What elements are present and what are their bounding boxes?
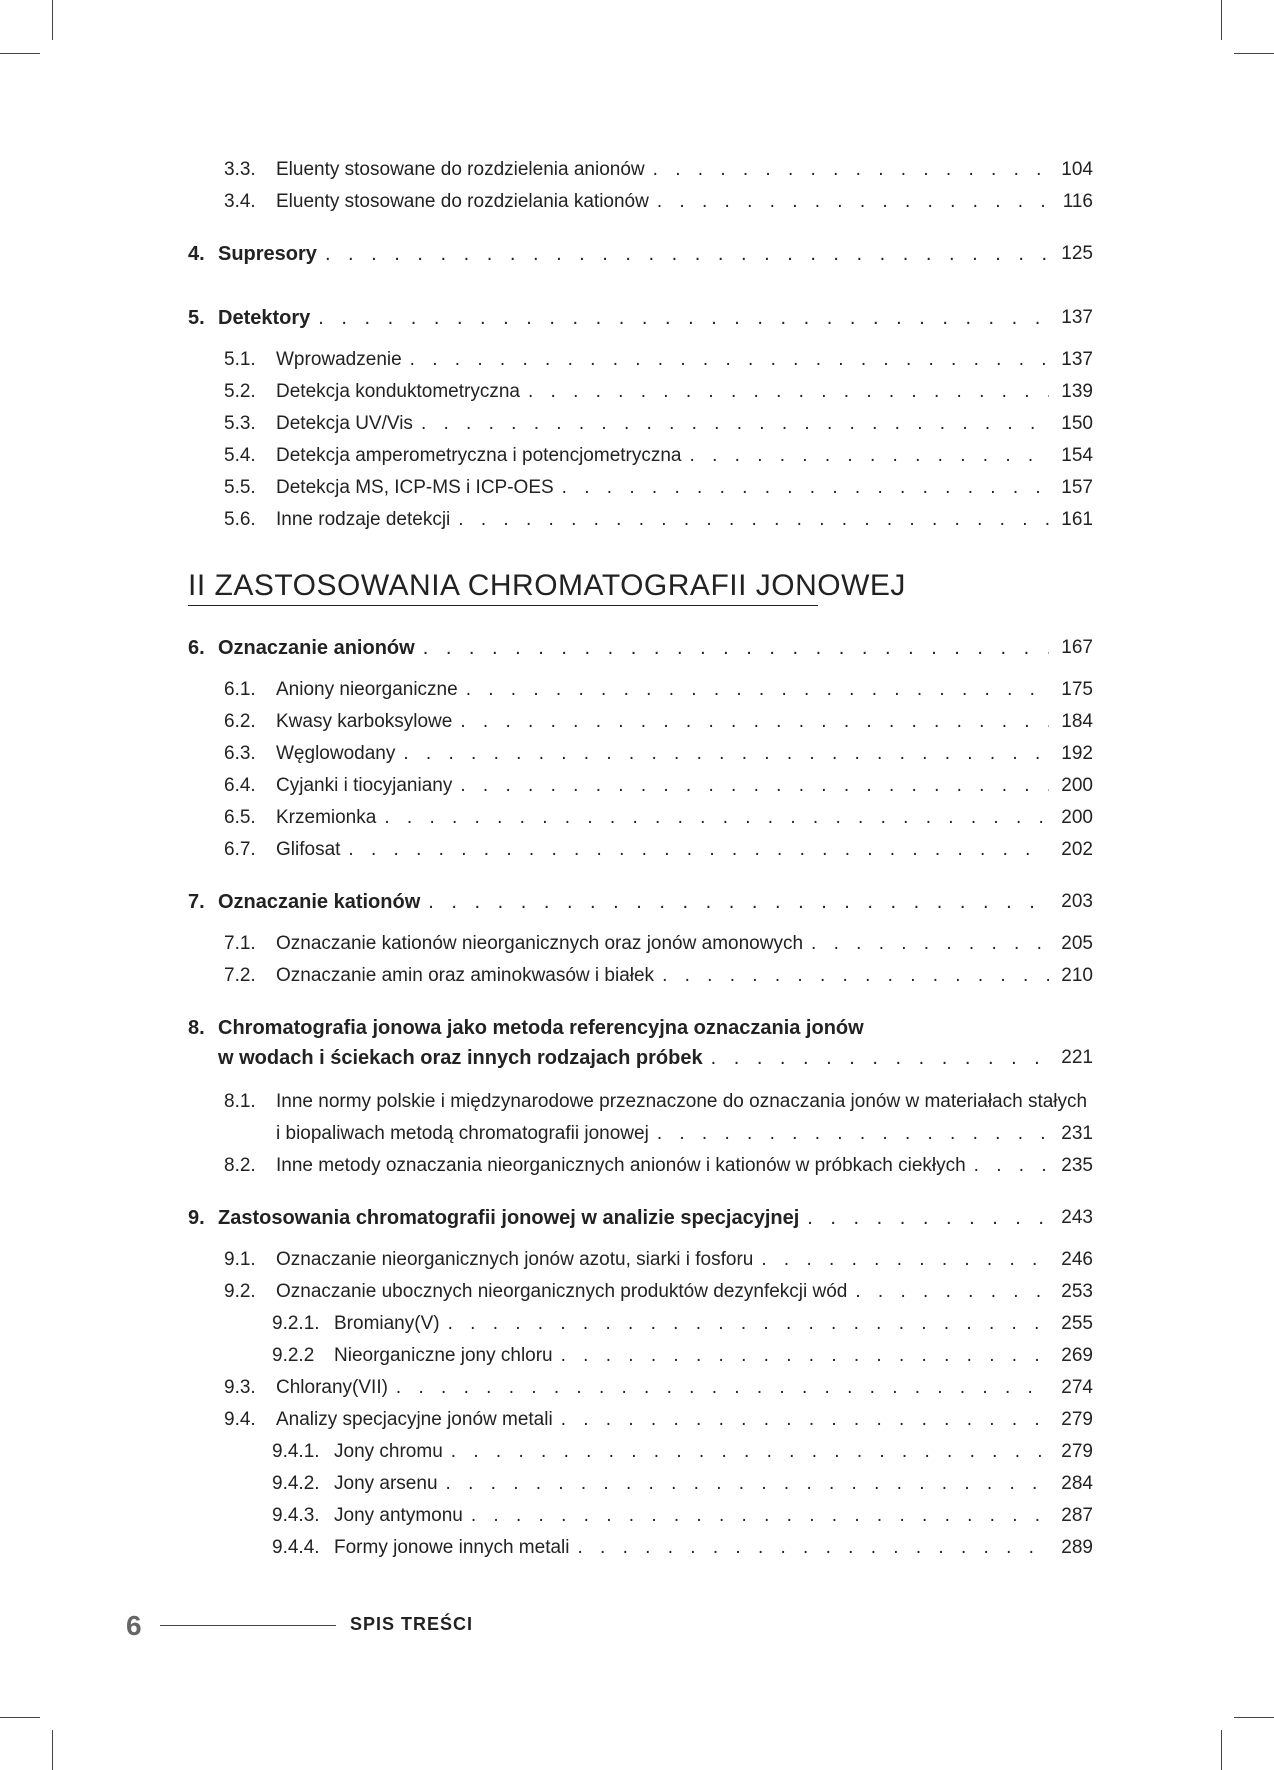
leader-dots <box>460 774 1049 798</box>
toc-title: Detekcja konduktometryczna <box>276 381 520 402</box>
toc-page: 203 <box>1061 891 1093 912</box>
toc-page: 284 <box>1061 1473 1093 1494</box>
leader-dots <box>428 890 1049 914</box>
crop-mark <box>1234 1717 1274 1718</box>
leader-dots <box>318 306 1049 330</box>
leader-dots <box>471 1504 1049 1528</box>
leader-dots <box>561 1408 1049 1432</box>
toc-entry <box>188 834 1093 862</box>
toc-page: 200 <box>1061 807 1093 828</box>
toc-title: Detekcja MS, ICP-MS i ICP-OES <box>276 477 554 498</box>
leader-dots <box>657 1122 1049 1146</box>
toc-title: Inne rodzaje detekcji <box>276 509 451 530</box>
leader-dots <box>466 678 1049 702</box>
toc-page: 154 <box>1061 445 1093 466</box>
toc-page: 269 <box>1061 1345 1093 1366</box>
leader-dots <box>384 806 1049 830</box>
toc-number: 5.3. <box>224 413 256 434</box>
toc-number: 9.1. <box>224 1249 256 1270</box>
crop-mark <box>52 1730 53 1770</box>
toc-entry <box>188 376 1093 404</box>
toc-page: 139 <box>1061 381 1093 402</box>
toc-number: 7. <box>188 891 205 913</box>
leader-dots <box>577 1536 1049 1560</box>
toc-title: Węglowodany <box>276 743 396 764</box>
toc-number: 3.4. <box>224 191 256 212</box>
toc-subentry <box>188 1532 1093 1560</box>
toc-entry <box>188 674 1093 702</box>
toc-subentry <box>188 1468 1093 1496</box>
toc-subentry <box>188 1340 1093 1368</box>
toc-entry <box>188 472 1093 500</box>
toc-title: Krzemionka <box>276 807 377 828</box>
toc-number: 3.3. <box>224 159 256 180</box>
toc-title: Nieorganiczne jony chloru <box>334 1345 553 1366</box>
toc-page: 157 <box>1061 477 1093 498</box>
toc-title: Oznaczanie kationów <box>218 891 421 913</box>
toc-subentry <box>188 1500 1093 1528</box>
toc-number: 9.4.1. <box>272 1441 320 1462</box>
toc-number: 8. <box>188 1017 205 1039</box>
toc-chapter <box>188 632 1093 660</box>
crop-mark <box>1234 53 1274 54</box>
leader-dots <box>811 932 1049 956</box>
toc-title: Jony arsenu <box>334 1473 438 1494</box>
toc-number: 5.4. <box>224 445 256 466</box>
crop-mark <box>52 0 53 40</box>
toc-number: 5.6. <box>224 509 256 530</box>
toc-title: Detektory <box>218 307 311 329</box>
toc-number: 8.2. <box>224 1155 256 1176</box>
toc-number: 6. <box>188 637 205 659</box>
toc-number: 5.1. <box>224 349 256 370</box>
toc-page: 150 <box>1061 413 1093 434</box>
toc-number: 9. <box>188 1207 205 1229</box>
toc-entry <box>188 802 1093 830</box>
toc-entry <box>188 960 1093 988</box>
toc-number: 9.4.4. <box>272 1537 320 1558</box>
crop-mark <box>1221 1730 1222 1770</box>
leader-dots <box>807 1206 1049 1230</box>
toc-entry <box>188 1372 1093 1400</box>
toc-page: 243 <box>1061 1207 1093 1228</box>
toc-number: 9.4.2. <box>272 1473 320 1494</box>
toc-page: 202 <box>1061 839 1093 860</box>
toc-entry <box>188 408 1093 436</box>
toc-page: 125 <box>1061 243 1093 264</box>
toc-title: Analizy specjacyjne jonów metali <box>276 1409 553 1430</box>
leader-dots <box>448 1312 1049 1336</box>
toc-page: 104 <box>1061 159 1093 180</box>
toc-page: 205 <box>1061 933 1093 954</box>
toc-entry <box>188 1150 1093 1178</box>
toc-title: Zastosowania chromatografii jonowej w analizie specjacyjnej <box>218 1207 800 1229</box>
leader-dots <box>460 710 1049 734</box>
toc-title: Aniony nieorganiczne <box>276 679 458 700</box>
toc-title: Supresory <box>218 243 317 265</box>
toc-page: 246 <box>1061 1249 1093 1270</box>
leader-dots <box>403 742 1049 766</box>
toc-chapter <box>188 302 1093 330</box>
toc-number: 9.2. <box>224 1281 256 1302</box>
toc-chapter <box>188 1202 1093 1230</box>
toc-title: Detekcja UV/Vis <box>276 413 413 434</box>
leader-dots <box>974 1154 1049 1178</box>
toc-page: 279 <box>1061 1441 1093 1462</box>
leader-dots <box>690 444 1049 468</box>
toc-page: 274 <box>1061 1377 1093 1398</box>
running-title: SPIS TREŚCI <box>350 1614 474 1634</box>
leader-dots <box>451 1440 1049 1464</box>
toc-title: Chlorany(VII) <box>276 1377 388 1398</box>
leader-dots <box>421 412 1049 436</box>
toc-entry <box>188 1276 1093 1304</box>
toc-entry-continuation <box>188 1118 1093 1146</box>
leader-dots <box>348 838 1049 862</box>
toc-number: 6.3. <box>224 743 256 764</box>
toc-title: Chromatografia jonowa jako metoda referencyjna oznaczania jonów <box>218 1017 864 1039</box>
toc-title: Oznaczanie anionów <box>218 637 415 659</box>
toc-number: 8.1. <box>224 1091 256 1112</box>
toc-entry <box>188 1244 1093 1272</box>
toc-title-line2: w wodach i ściekach oraz innych rodzajach próbek <box>218 1047 703 1069</box>
toc-entry <box>188 186 1093 214</box>
toc-number: 6.7. <box>224 839 256 860</box>
toc-title: Inne normy polskie i międzynarodowe przeznaczone do oznaczania jonów w materiałach stałych <box>276 1091 1088 1112</box>
leader-dots <box>562 476 1049 500</box>
toc-title: Oznaczanie amin oraz aminokwasów i białek <box>276 965 655 986</box>
footer-rule <box>160 1625 336 1626</box>
toc-title-line2: i biopaliwach metodą chromatografii jonowej <box>276 1123 649 1144</box>
toc-page: 255 <box>1061 1313 1093 1334</box>
leader-dots <box>446 1472 1049 1496</box>
toc-page: 137 <box>1061 349 1093 370</box>
leader-dots <box>657 190 1049 214</box>
toc-page: 200 <box>1061 775 1093 796</box>
toc-chapter-continuation <box>188 1042 1093 1070</box>
toc-page: 210 <box>1061 965 1093 986</box>
toc-title: Jony chromu <box>334 1441 443 1462</box>
leader-dots <box>458 508 1049 532</box>
toc-title: Cyjanki i tiocyjaniany <box>276 775 453 796</box>
toc-page: 287 <box>1061 1505 1093 1526</box>
leader-dots <box>528 380 1049 404</box>
leader-dots <box>662 964 1049 988</box>
toc-page: 289 <box>1061 1537 1093 1558</box>
toc-entry <box>188 706 1093 734</box>
toc-page: 231 <box>1061 1123 1093 1144</box>
leader-dots <box>423 636 1049 660</box>
toc-entry <box>188 770 1093 798</box>
toc-number: 5.2. <box>224 381 256 402</box>
leader-dots <box>761 1248 1049 1272</box>
toc-page: 175 <box>1061 679 1093 700</box>
toc-page: 253 <box>1061 1281 1093 1302</box>
toc-number: 9.4. <box>224 1409 256 1430</box>
toc-page: 116 <box>1062 191 1093 212</box>
crop-mark <box>1221 0 1222 40</box>
toc-number: 9.2.2 <box>272 1345 315 1366</box>
toc-page: 137 <box>1061 307 1093 328</box>
leader-dots <box>410 348 1049 372</box>
toc-chapter <box>188 238 1093 266</box>
toc-entry <box>188 504 1093 532</box>
toc-number: 7.2. <box>224 965 256 986</box>
leader-dots <box>711 1046 1049 1070</box>
toc-title: Oznaczanie nieorganicznych jonów azotu, siarki i fosforu <box>276 1249 754 1270</box>
leader-dots <box>653 158 1049 182</box>
toc-number: 7.1. <box>224 933 256 954</box>
toc-entry <box>188 154 1093 182</box>
toc-title: Glifosat <box>276 839 341 860</box>
toc-entry <box>188 440 1093 468</box>
toc-number: 9.4.3. <box>272 1505 320 1526</box>
toc-number: 9.2.1. <box>272 1313 320 1334</box>
leader-dots <box>396 1376 1049 1400</box>
leader-dots <box>561 1344 1049 1368</box>
toc-number: 9.3. <box>224 1377 256 1398</box>
crop-mark <box>0 1717 40 1718</box>
toc-entry <box>188 738 1093 766</box>
toc-number: 6.4. <box>224 775 256 796</box>
toc-page: 167 <box>1061 637 1093 658</box>
part-heading: II ZASTOSOWANIA CHROMATOGRAFII JONOWEJ <box>188 569 818 606</box>
toc-entry <box>188 1404 1093 1432</box>
toc-chapter <box>188 886 1093 914</box>
leader-dots <box>855 1280 1049 1304</box>
toc-entry <box>188 344 1093 372</box>
toc-number: 6.1. <box>224 679 256 700</box>
toc-entry <box>188 928 1093 956</box>
leader-dots <box>325 242 1049 266</box>
toc-title: Bromiany(V) <box>334 1313 440 1334</box>
toc-chapter <box>188 1012 1093 1040</box>
toc-number: 5.5. <box>224 477 256 498</box>
toc-title: Inne metody oznaczania nieorganicznych anionów i kationów w próbkach ciekłych <box>276 1155 966 1176</box>
crop-mark <box>0 53 40 54</box>
toc-title: Oznaczanie kationów nieorganicznych oraz jonów amonowych <box>276 933 804 954</box>
toc-title: Jony antymonu <box>334 1505 463 1526</box>
toc-title: Oznaczanie ubocznych nieorganicznych produktów dezynfekcji wód <box>276 1281 848 1302</box>
toc-page: 235 <box>1061 1155 1093 1176</box>
toc-title: Formy jonowe innych metali <box>334 1537 570 1558</box>
toc-title: Eluenty stosowane do rozdzielania kationów <box>276 191 649 212</box>
toc-title: Detekcja amperometryczna i potencjometryczna <box>276 445 682 466</box>
toc-number: 6.2. <box>224 711 256 732</box>
toc-number: 6.5. <box>224 807 256 828</box>
page-number: 6 <box>126 1610 142 1641</box>
toc-subentry <box>188 1436 1093 1464</box>
toc-title: Eluenty stosowane do rozdzielenia anionów <box>276 159 645 180</box>
toc-page: 279 <box>1061 1409 1093 1430</box>
toc-page: 221 <box>1061 1047 1093 1068</box>
toc-page: 192 <box>1061 743 1093 764</box>
toc-subentry <box>188 1308 1093 1336</box>
toc-number: 5. <box>188 307 205 329</box>
toc-title: Kwasy karboksylowe <box>276 711 453 732</box>
toc-entry <box>188 1086 1093 1114</box>
toc-title: Wprowadzenie <box>276 349 402 370</box>
toc-page: 184 <box>1061 711 1093 732</box>
toc-number: 4. <box>188 243 205 265</box>
toc-page: 161 <box>1061 509 1093 530</box>
